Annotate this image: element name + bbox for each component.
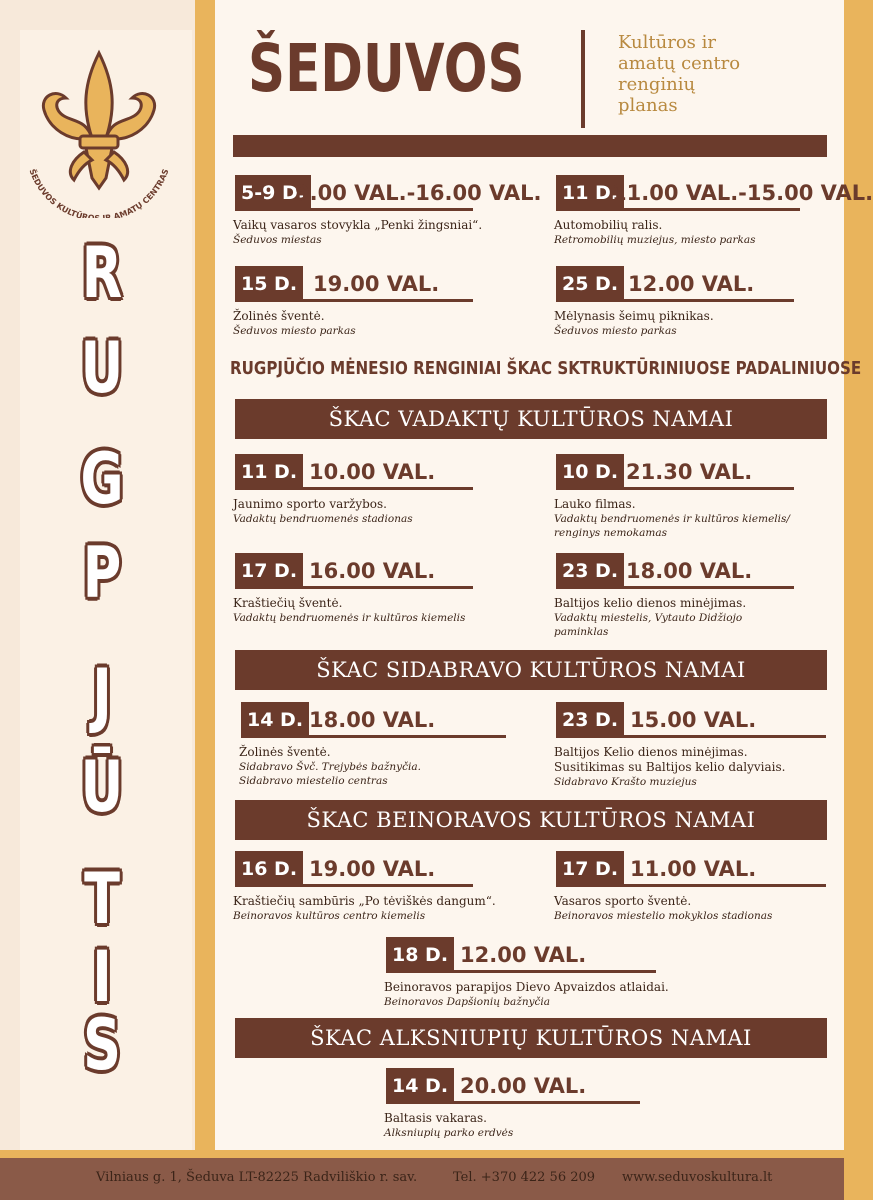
event-date: 23 D.	[556, 702, 624, 738]
event-location: Vadaktų bendruomenės stadionas	[233, 513, 413, 525]
event-time: 11.00 VAL.	[630, 857, 757, 881]
event-card	[386, 1068, 640, 1104]
section-header-sidabravas: ŠKAC SIDABRAVO KULTŪROS NAMAI	[235, 650, 827, 690]
event-time: 15.00 VAL.	[630, 708, 757, 732]
event-name: Vaikų vasaros stovykla „Penki žingsniai“.	[233, 218, 483, 232]
event-card	[556, 851, 826, 887]
event-date: 17 D.	[235, 553, 303, 589]
month-letter: Ū	[80, 746, 124, 828]
event-name: Žolinės šventė.	[239, 745, 331, 759]
event-location: Šeduvos miesto parkas	[233, 325, 356, 337]
month-letter: P	[82, 532, 122, 614]
subtitle-line: Kultūros ir	[618, 32, 716, 53]
event-name: Beinoravos parapijos Dievo Apvaizdos atlaidai.	[384, 980, 669, 994]
event-date: 14 D.	[241, 702, 309, 738]
event-date: 15 D.	[235, 266, 303, 302]
event-name: Baltijos kelio dienos minėjimas.	[554, 596, 747, 610]
event-card	[386, 937, 656, 973]
event-location: Sidabravo Krašto muziejus	[554, 776, 697, 788]
event-name: Jaunimo sporto varžybos.	[233, 497, 387, 511]
event-name: Mėlynasis šeimų piknikas.	[554, 309, 714, 323]
event-date: 17 D.	[556, 851, 624, 887]
event-card	[556, 266, 794, 302]
event-date: 14 D.	[386, 1068, 454, 1104]
event-card	[556, 454, 794, 490]
logo	[14, 48, 184, 218]
subtitle-line: planas	[618, 95, 678, 116]
event-time: 18.00 VAL.	[309, 708, 436, 732]
event-time: 10.00 VAL.	[309, 460, 436, 484]
event-location: Sidabravo Švč. Trejybės bažnyčia.	[239, 761, 421, 773]
section-header-alksniupiai: ŠKAC ALKSNIUPIŲ KULTŪROS NAMAI	[235, 1018, 827, 1058]
event-time: 19.00 VAL.	[313, 272, 440, 296]
event-time: 12.00 VAL.	[628, 272, 755, 296]
section-header-vadaktai: ŠKAC VADAKTŲ KULTŪROS NAMAI	[235, 399, 827, 439]
footer-address: Vilniaus g. 1, Šeduva LT-82225 Radviliškio r. sav.	[96, 1170, 418, 1185]
event-date: 25 D.	[556, 266, 624, 302]
month-letter: S	[83, 1004, 121, 1086]
event-location: Vadaktų miestelis, Vytauto Didžiojo	[554, 612, 743, 624]
event-location: Retromobilių muziejus, miesto parkas	[554, 234, 756, 246]
event-date: 5-9 D.	[235, 175, 311, 211]
subtitle-line: amatų centro	[618, 53, 741, 74]
event-card	[235, 851, 473, 887]
section-header-beinoravas: ŠKAC BEINORAVOS KULTŪROS NAMAI	[235, 800, 827, 840]
event-location: paminklas	[554, 626, 609, 638]
month-letter: R	[81, 232, 123, 314]
event-card	[235, 553, 473, 589]
event-time: 21.30 VAL.	[626, 460, 753, 484]
event-card	[556, 553, 794, 589]
event-time: 20.00 VAL.	[460, 1074, 587, 1098]
event-name: Žolinės šventė.	[233, 309, 325, 323]
logo-arc-text: ŠEDUVOS KULTŪR R AMATŲ CENTRAS	[27, 167, 171, 218]
fleur-de-lis-icon	[14, 48, 184, 218]
event-location: Alksniupių parko erdvės	[384, 1127, 514, 1139]
event-time: 11.00 VAL.-15.00 VAL.	[612, 181, 873, 205]
event-name: Baltijos Kelio dienos minėjimas.	[554, 745, 748, 759]
event-time: 18.00 VAL.	[626, 559, 753, 583]
event-name: Automobilių ralis.	[554, 218, 663, 232]
event-card	[235, 454, 473, 490]
subtitle-line: renginių	[618, 74, 696, 95]
event-location: Šeduvos miestas	[233, 234, 322, 246]
event-date: 10 D.	[556, 454, 624, 490]
event-name: Vasaros sporto šventė.	[554, 894, 692, 908]
event-date: 18 D.	[386, 937, 454, 973]
month-letter: I	[92, 936, 112, 1018]
event-location: Vadaktų bendruomenės ir kultūros kiemelis	[233, 612, 466, 624]
event-location: Sidabravo miestelio centras	[239, 775, 388, 787]
event-name: Kraštiečių šventė.	[233, 596, 343, 610]
month-letter: U	[80, 327, 124, 409]
event-time: 9.00 VAL.-16.00 VAL.	[295, 181, 542, 205]
footer-phone: Tel. +370 422 56 209	[453, 1170, 596, 1185]
event-location: Beinoravos kultūros centro kiemelis	[233, 910, 426, 922]
event-time: 12.00 VAL.	[460, 943, 587, 967]
event-date: 11 D.	[556, 175, 624, 211]
footer-website[interactable]: www.seduvoskultura.lt	[622, 1170, 773, 1185]
event-location: Šeduvos miesto parkas	[554, 325, 677, 337]
event-card	[556, 702, 826, 738]
month-letter: G	[80, 438, 124, 520]
event-location: renginys nemokamas	[554, 527, 667, 539]
event-location: Beinoravos Dapšionių bažnyčia	[384, 996, 551, 1008]
event-name: Lauko filmas.	[554, 497, 636, 511]
title-underline-bar	[233, 135, 827, 157]
event-time: 16.00 VAL.	[309, 559, 436, 583]
event-location: Beinoravos miestelio mokyklos stadionas	[554, 910, 773, 922]
event-time: 19.00 VAL.	[309, 857, 436, 881]
event-date: 23 D.	[556, 553, 624, 589]
event-name: Baltasis vakaras.	[384, 1111, 487, 1125]
event-location: Vadaktų bendruomenės ir kultūros kiemelis/	[554, 513, 790, 525]
mid-heading: RUGPJŪČIO MĖNESIO RENGINIAI ŠKAC SKTRUKTŪRINIUOSE PADALINIUOSE	[230, 358, 862, 379]
page-title: ŠEDUVOS	[248, 30, 525, 107]
month-letter: J	[92, 654, 112, 736]
event-date: 16 D.	[235, 851, 303, 887]
event-name: Kraštiečių sambūris „Po tėviškės dangum“.	[233, 894, 496, 908]
month-letter: T	[84, 858, 120, 940]
event-card	[235, 175, 542, 211]
event-card	[556, 175, 873, 211]
title-divider	[581, 30, 585, 128]
subtitle	[618, 32, 768, 116]
event-card	[235, 266, 473, 302]
event-date: 11 D.	[235, 454, 303, 490]
event-card	[241, 702, 506, 738]
event-name: Susitikimas su Baltijos kelio dalyviais.	[554, 760, 786, 774]
